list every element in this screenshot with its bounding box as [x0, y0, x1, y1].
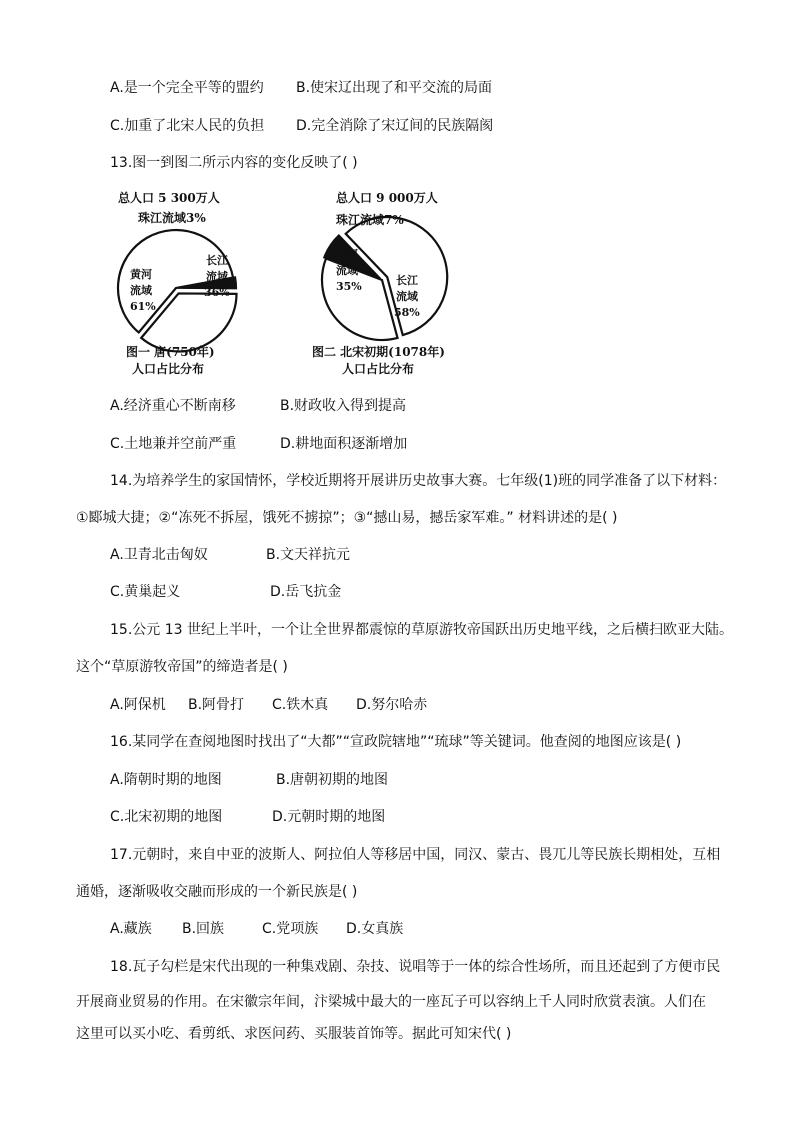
- q16-option-b: B.唐朝初期的地图: [276, 772, 389, 788]
- q16-stem: 16.某同学在查阅地图时找出了“大都”“宣政院辖地”“琉球”等关键词。他查阅的地图应该是( ): [110, 734, 682, 750]
- pie-chart-song: [322, 217, 447, 340]
- q14-stem-line1: 14.为培养学生的家国情怀，学校近期将开展讲历史故事大赛。七年级(1)班的同学准备了以下材料：: [110, 473, 727, 489]
- fig1-yangtze-label-2: 流域: [206, 270, 228, 283]
- q18-stem-line2: 开展商业贸易的作用。在宋徽宗年间，汴梁城中最大的一座瓦子可以容纳上千人同时欣赏表演。人们在: [76, 994, 706, 1010]
- fig2-yangtze-pct: 58%: [394, 306, 420, 319]
- fig1-yangtze-pct: 36%: [204, 286, 230, 299]
- q12-option-a: A.是一个完全平等的盟约: [110, 80, 264, 96]
- fig2-yellow-pct: 35%: [336, 280, 362, 293]
- fig2-yellow-label-1: 黄河: [336, 248, 358, 261]
- fig1-yangtze-label-1: 长江: [206, 254, 228, 267]
- q12-option-d: D.完全消除了宋辽间的民族隔阂: [296, 118, 494, 134]
- q13-pie-charts: [110, 188, 490, 378]
- q15-stem-line2: 这个“草原游牧帝国”的缔造者是( ): [76, 659, 288, 675]
- q18-stem-line3: 这里可以买小吃、看剪纸、求医问药、买服装首饰等。据此可知宋代( ): [76, 1026, 512, 1042]
- q13-option-a: A.经济重心不断南移: [110, 398, 236, 414]
- q14-option-c: C.黄巢起义: [110, 584, 181, 600]
- q14-option-b: B.文天祥抗元: [266, 547, 351, 563]
- q13-option-b: B.财政收入得到提高: [280, 398, 407, 414]
- fig1-total-label: 总人口 5 300万人: [118, 191, 220, 205]
- fig2-yangtze-label-1: 长江: [396, 274, 418, 287]
- fig1-yellow-label-1: 黄河: [130, 268, 152, 281]
- q16-option-c: C.北宋初期的地图: [110, 809, 223, 825]
- q14-option-d: D.岳飞抗金: [270, 584, 342, 600]
- fig2-yellow-label-2: 流域: [336, 264, 358, 277]
- q12-option-b: B.使宋辽出现了和平交流的局面: [296, 80, 493, 96]
- q13-option-d: D.耕地面积逐渐增加: [280, 436, 408, 452]
- q16-option-a: A.隋朝时期的地图: [110, 772, 222, 788]
- q17-stem-line1: 17.元朝时，来自中亚的波斯人、阿拉伯人等移居中国，同汉、蒙古、畏兀儿等民族长期相处，互相: [110, 847, 721, 863]
- q15-stem-line1: 15.公元 13 世纪上半叶，一个让全世界都震惊的草原游牧帝国跃出历史地平线，之后横扫欧亚大陆。: [110, 622, 733, 638]
- q13-pie-charts-figure: [110, 188, 490, 378]
- q13-stem: 13.图一到图二所示内容的变化反映了( ): [110, 155, 358, 171]
- q15-option-a: A.阿保机: [110, 697, 166, 713]
- q18-stem-line1: 18.瓦子勾栏是宋代出现的一种集戏剧、杂技、说唱等于一体的综合性场所，而且还起到了方便市民: [110, 959, 721, 975]
- fig1-yellow-label-2: 流域: [130, 284, 152, 297]
- fig2-yangtze-label-2: 流域: [396, 290, 418, 303]
- q17-stem-line2: 通婚，逐渐吸收交融而形成的一个新民族是( ): [76, 884, 358, 900]
- q14-stem-line2: ①郾城大捷；②“冻死不拆屋，饿死不掳掠”；③“撼山易，撼岳家军难。” 材料讲述的是( ): [76, 510, 618, 526]
- q13-option-c: C.土地兼并空前严重: [110, 436, 237, 452]
- fig2-caption-1: 图二 北宋初期(1078年): [312, 345, 445, 359]
- fig2-total-label: 总人口 9 000万人: [336, 191, 438, 205]
- fig1-caption-1: 图一 唐(750年): [126, 345, 215, 359]
- q16-option-d: D.元朝时期的地图: [272, 809, 386, 825]
- q17-option-b: B.回族: [182, 921, 225, 937]
- q14-option-a: A.卫青北击匈奴: [110, 547, 208, 563]
- fig2-caption-2: 人口占比分布: [342, 362, 415, 376]
- fig2-zhujiang-label: 珠江流域7%: [336, 213, 404, 227]
- q15-option-c: C.铁木真: [272, 697, 329, 713]
- q17-option-d: D.女真族: [346, 921, 404, 937]
- q15-option-d: D.努尔哈赤: [356, 697, 428, 713]
- fig1-zhujiang-label: 珠江流域3%: [138, 211, 206, 225]
- q17-option-c: C.党项族: [262, 921, 319, 937]
- fig1-caption-2: 人口占比分布: [132, 362, 205, 376]
- q17-option-a: A.藏族: [110, 921, 152, 937]
- fig1-yellow-pct: 61%: [130, 300, 156, 313]
- q15-option-b: B.阿骨打: [188, 697, 245, 713]
- q12-option-c: C.加重了北宋人民的负担: [110, 118, 265, 134]
